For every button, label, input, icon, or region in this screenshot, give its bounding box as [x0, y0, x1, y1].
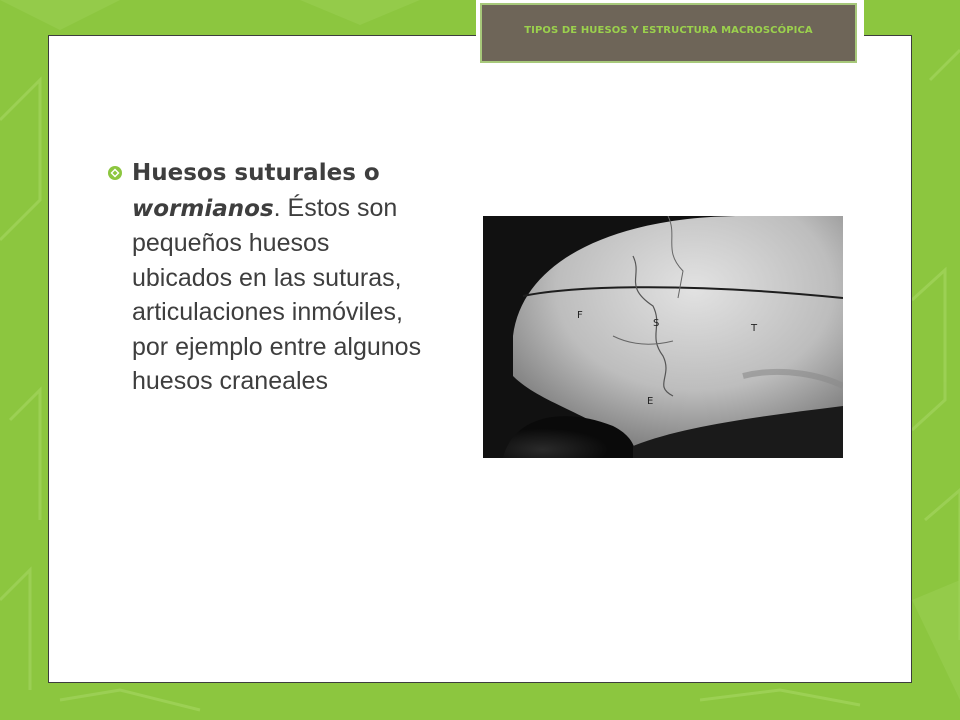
skull-label-t: T [751, 323, 758, 334]
slide-title: TIPOS DE HUESOS Y ESTRUCTURA MACROSCÓPICA [524, 25, 813, 36]
diamond-bullet-icon [107, 165, 123, 181]
skull-photo [483, 216, 843, 458]
bullet-term: Huesos suturales o [132, 160, 380, 186]
title-bar [480, 3, 857, 63]
skull-label-s: S [653, 318, 660, 329]
bullet-description: . Éstos son pequeños huesos ubicados en las suturas, articulaciones inmóviles, por ejemplo entre algunos huesos craneales [132, 193, 422, 395]
skull-label-e: E [647, 396, 654, 407]
bullet-term-italic: wormianos [132, 195, 274, 222]
skull-label-f: F [577, 310, 583, 321]
bullet-text [132, 155, 422, 399]
